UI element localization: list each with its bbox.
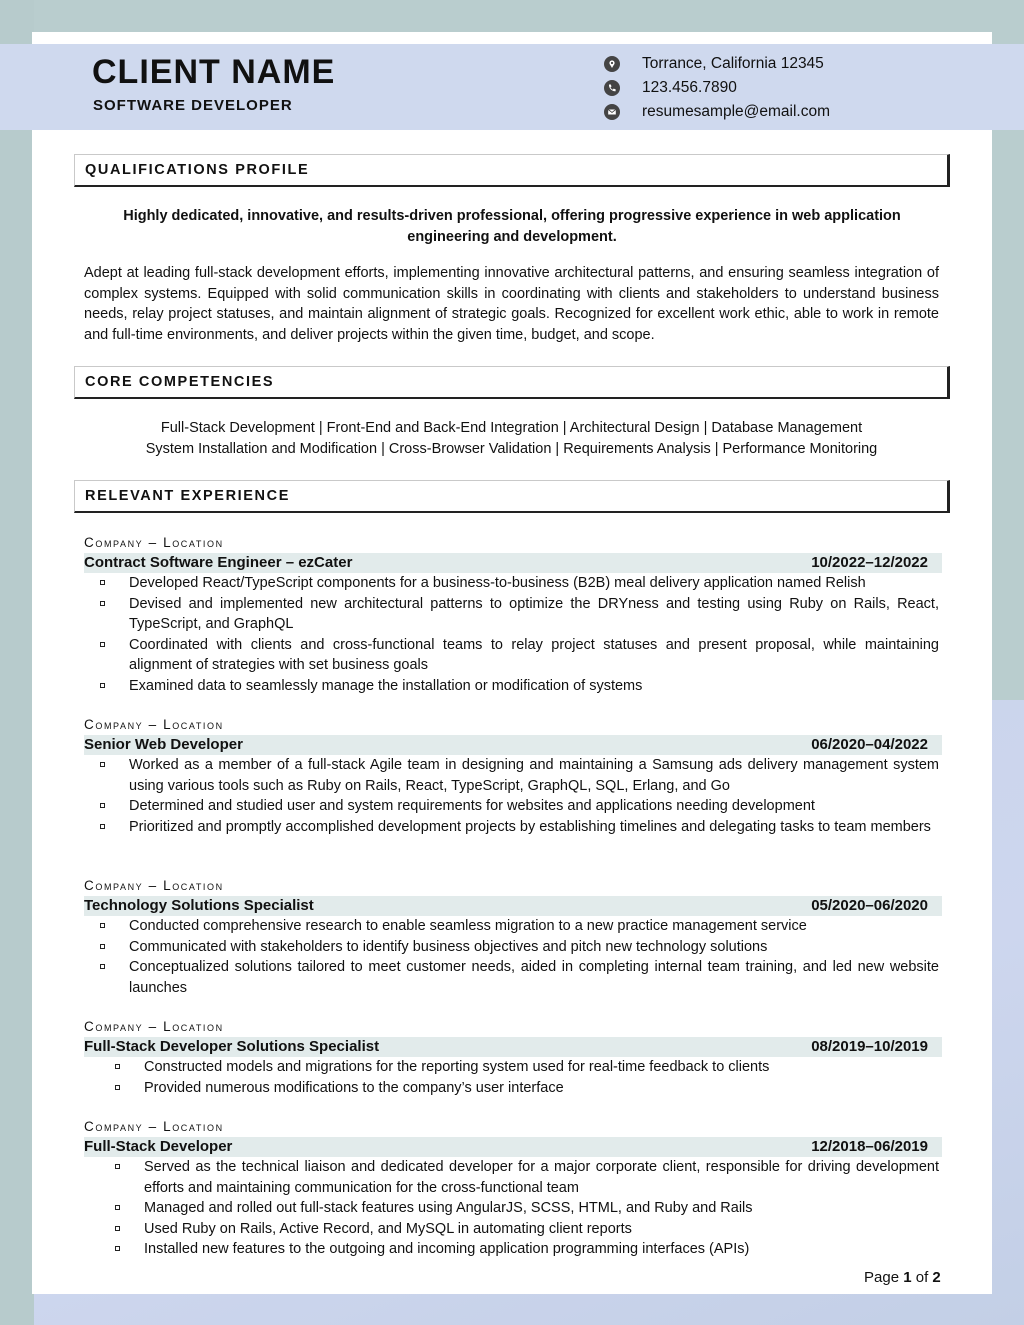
square-bullet-icon [115,1205,120,1210]
job-entry [84,533,942,696]
bullet-item: Communicated with stakeholders to identify business objectives and pitch new technology solutions [84,937,942,958]
phone-icon [604,80,620,96]
job-role: Senior Web Developer [84,736,243,753]
square-bullet-icon [100,824,105,829]
job-bullets [84,1157,942,1260]
job-entry [84,715,942,837]
job-company-location: Company – Location [84,535,224,550]
square-bullet-icon [100,944,105,949]
job-company-location: Company – Location [84,1119,224,1134]
contact-block [604,52,830,124]
job-role: Contract Software Engineer – ezCater [84,554,353,571]
job-dates: 05/2020–06/2020 [811,897,928,914]
bullet-item: Conducted comprehensive research to enable seamless migration to a new practice management service [84,916,942,937]
square-bullet-icon [100,642,105,647]
square-bullet-icon [115,1246,120,1251]
job-dates: 12/2018–06/2019 [811,1138,928,1155]
job-dates: 08/2019–10/2019 [811,1038,928,1055]
profile-body: Adept at leading full-stack development efforts, implementing innovative architectural patterns, and ensuring seamless integration of complex systems. Equipped with solid communication skills in coordinating with clients and stakeholders to understand business needs, relay project statuses, and maintain alignment of strategic goals. Recognized for excellent work ethic, able to work in remote and full-time environments, and deliver projects within the given time, budget, and scope. [84,265,939,343]
square-bullet-icon [100,762,105,767]
phone-text: 123.456.7890 [642,79,737,96]
location-pin-icon [604,56,620,72]
bullet-item: Conceptualized solutions tailored to meet customer needs, aided in completing internal team training, and led new website launches [84,957,942,998]
square-bullet-icon [100,803,105,808]
square-bullet-icon [115,1064,120,1069]
job-title-bar [84,896,942,916]
square-bullet-icon [100,601,105,606]
job-dates: 06/2020–04/2022 [811,736,928,753]
contact-phone [604,76,830,100]
profile-lead: Highly dedicated, innovative, and results-driven professional, offering progressive experience in web application engineering and development. [123,208,901,245]
location-text: Torrance, California 12345 [642,55,824,72]
job-title-bar [84,1137,942,1157]
job-title: SOFTWARE DEVELOPER [93,97,293,114]
square-bullet-icon [100,683,105,688]
bullet-item: Developed React/TypeScript components for a business-to-business (B2B) meal delivery application named Relish [84,573,942,594]
job-bullets [84,755,942,837]
envelope-icon [604,104,620,120]
bullet-item: Installed new features to the outgoing and incoming application programming interfaces (APIs) [84,1239,942,1260]
bullet-item: Constructed models and migrations for the reporting system used for real-time feedback to clients [84,1057,942,1078]
job-bullets [84,573,942,696]
section-heading-competencies: CORE COMPETENCIES [74,366,950,399]
section-heading-qualifications: QUALIFICATIONS PROFILE [74,154,950,187]
job-entry [84,1017,942,1098]
job-bullets [84,1057,942,1098]
job-role: Full-Stack Developer Solutions Specialist [84,1038,380,1055]
background-left-band [0,0,34,1325]
job-bullets [84,916,942,998]
square-bullet-icon [115,1085,120,1090]
job-title-bar [84,553,942,573]
bullet-item: Used Ruby on Rails, Active Record, and MySQL in automating client reports [84,1219,942,1240]
square-bullet-icon [100,923,105,928]
bullet-item: Coordinated with clients and cross-functional teams to relay project statuses and present proposal, while maintaining alignment of strategies with set business goals [84,635,942,676]
bullet-item: Devised and implemented new architectural patterns to optimize the DRYness and testing using Ruby on Rails, React, TypeScript, and GraphQL [84,594,942,635]
bullet-item: Provided numerous modifications to the company’s user interface [84,1078,942,1099]
square-bullet-icon [115,1164,120,1169]
square-bullet-icon [100,964,105,969]
client-name: CLIENT NAME [92,53,336,91]
job-title-bar [84,1037,942,1057]
job-role: Technology Solutions Specialist [84,897,314,914]
bullet-item: Managed and rolled out full-stack features using AngularJS, SCSS, HTML, and Ruby and Rails [84,1198,942,1219]
bullet-item: Worked as a member of a full-stack Agile team in designing and maintaining a Samsung ads delivery management system using various tools such as Ruby on Rails, React, TypeScript, GraphQL, SQL, Erlang, and Go [84,755,942,796]
page-number: Page 1 of 2 [864,1269,941,1286]
competencies-line-2: System Installation and Modification | Cross-Browser Validation | Requirements Analysis | Performance Monitoring [145,441,878,457]
competencies-line-1: Full-Stack Development | Front-End and Back-End Integration | Architectural Design | Database Management [160,420,863,436]
job-entry [84,876,942,998]
job-company-location: Company – Location [84,1019,224,1034]
square-bullet-icon [100,580,105,585]
job-company-location: Company – Location [84,878,224,893]
bullet-item: Served as the technical liaison and dedicated developer for a major corporate client, responsible for driving development efforts and maintaining communication for the cross-functional team [84,1157,942,1198]
job-entry [84,1117,942,1260]
bullet-item: Prioritized and promptly accomplished development projects by establishing timelines and delegating tasks to team members [84,817,942,838]
job-role: Full-Stack Developer [84,1138,233,1155]
job-company-location: Company – Location [84,717,224,732]
email-text[interactable]: resumesample@email.com [642,103,831,120]
contact-location [604,52,830,76]
contact-email [604,100,830,124]
section-heading-experience: RELEVANT EXPERIENCE [74,480,950,513]
job-title-bar [84,735,942,755]
bullet-item: Determined and studied user and system requirements for websites and applications needing development [84,796,942,817]
bullet-item: Examined data to seamlessly manage the installation or modification of systems [84,676,942,697]
square-bullet-icon [115,1226,120,1231]
job-dates: 10/2022–12/2022 [811,554,928,571]
